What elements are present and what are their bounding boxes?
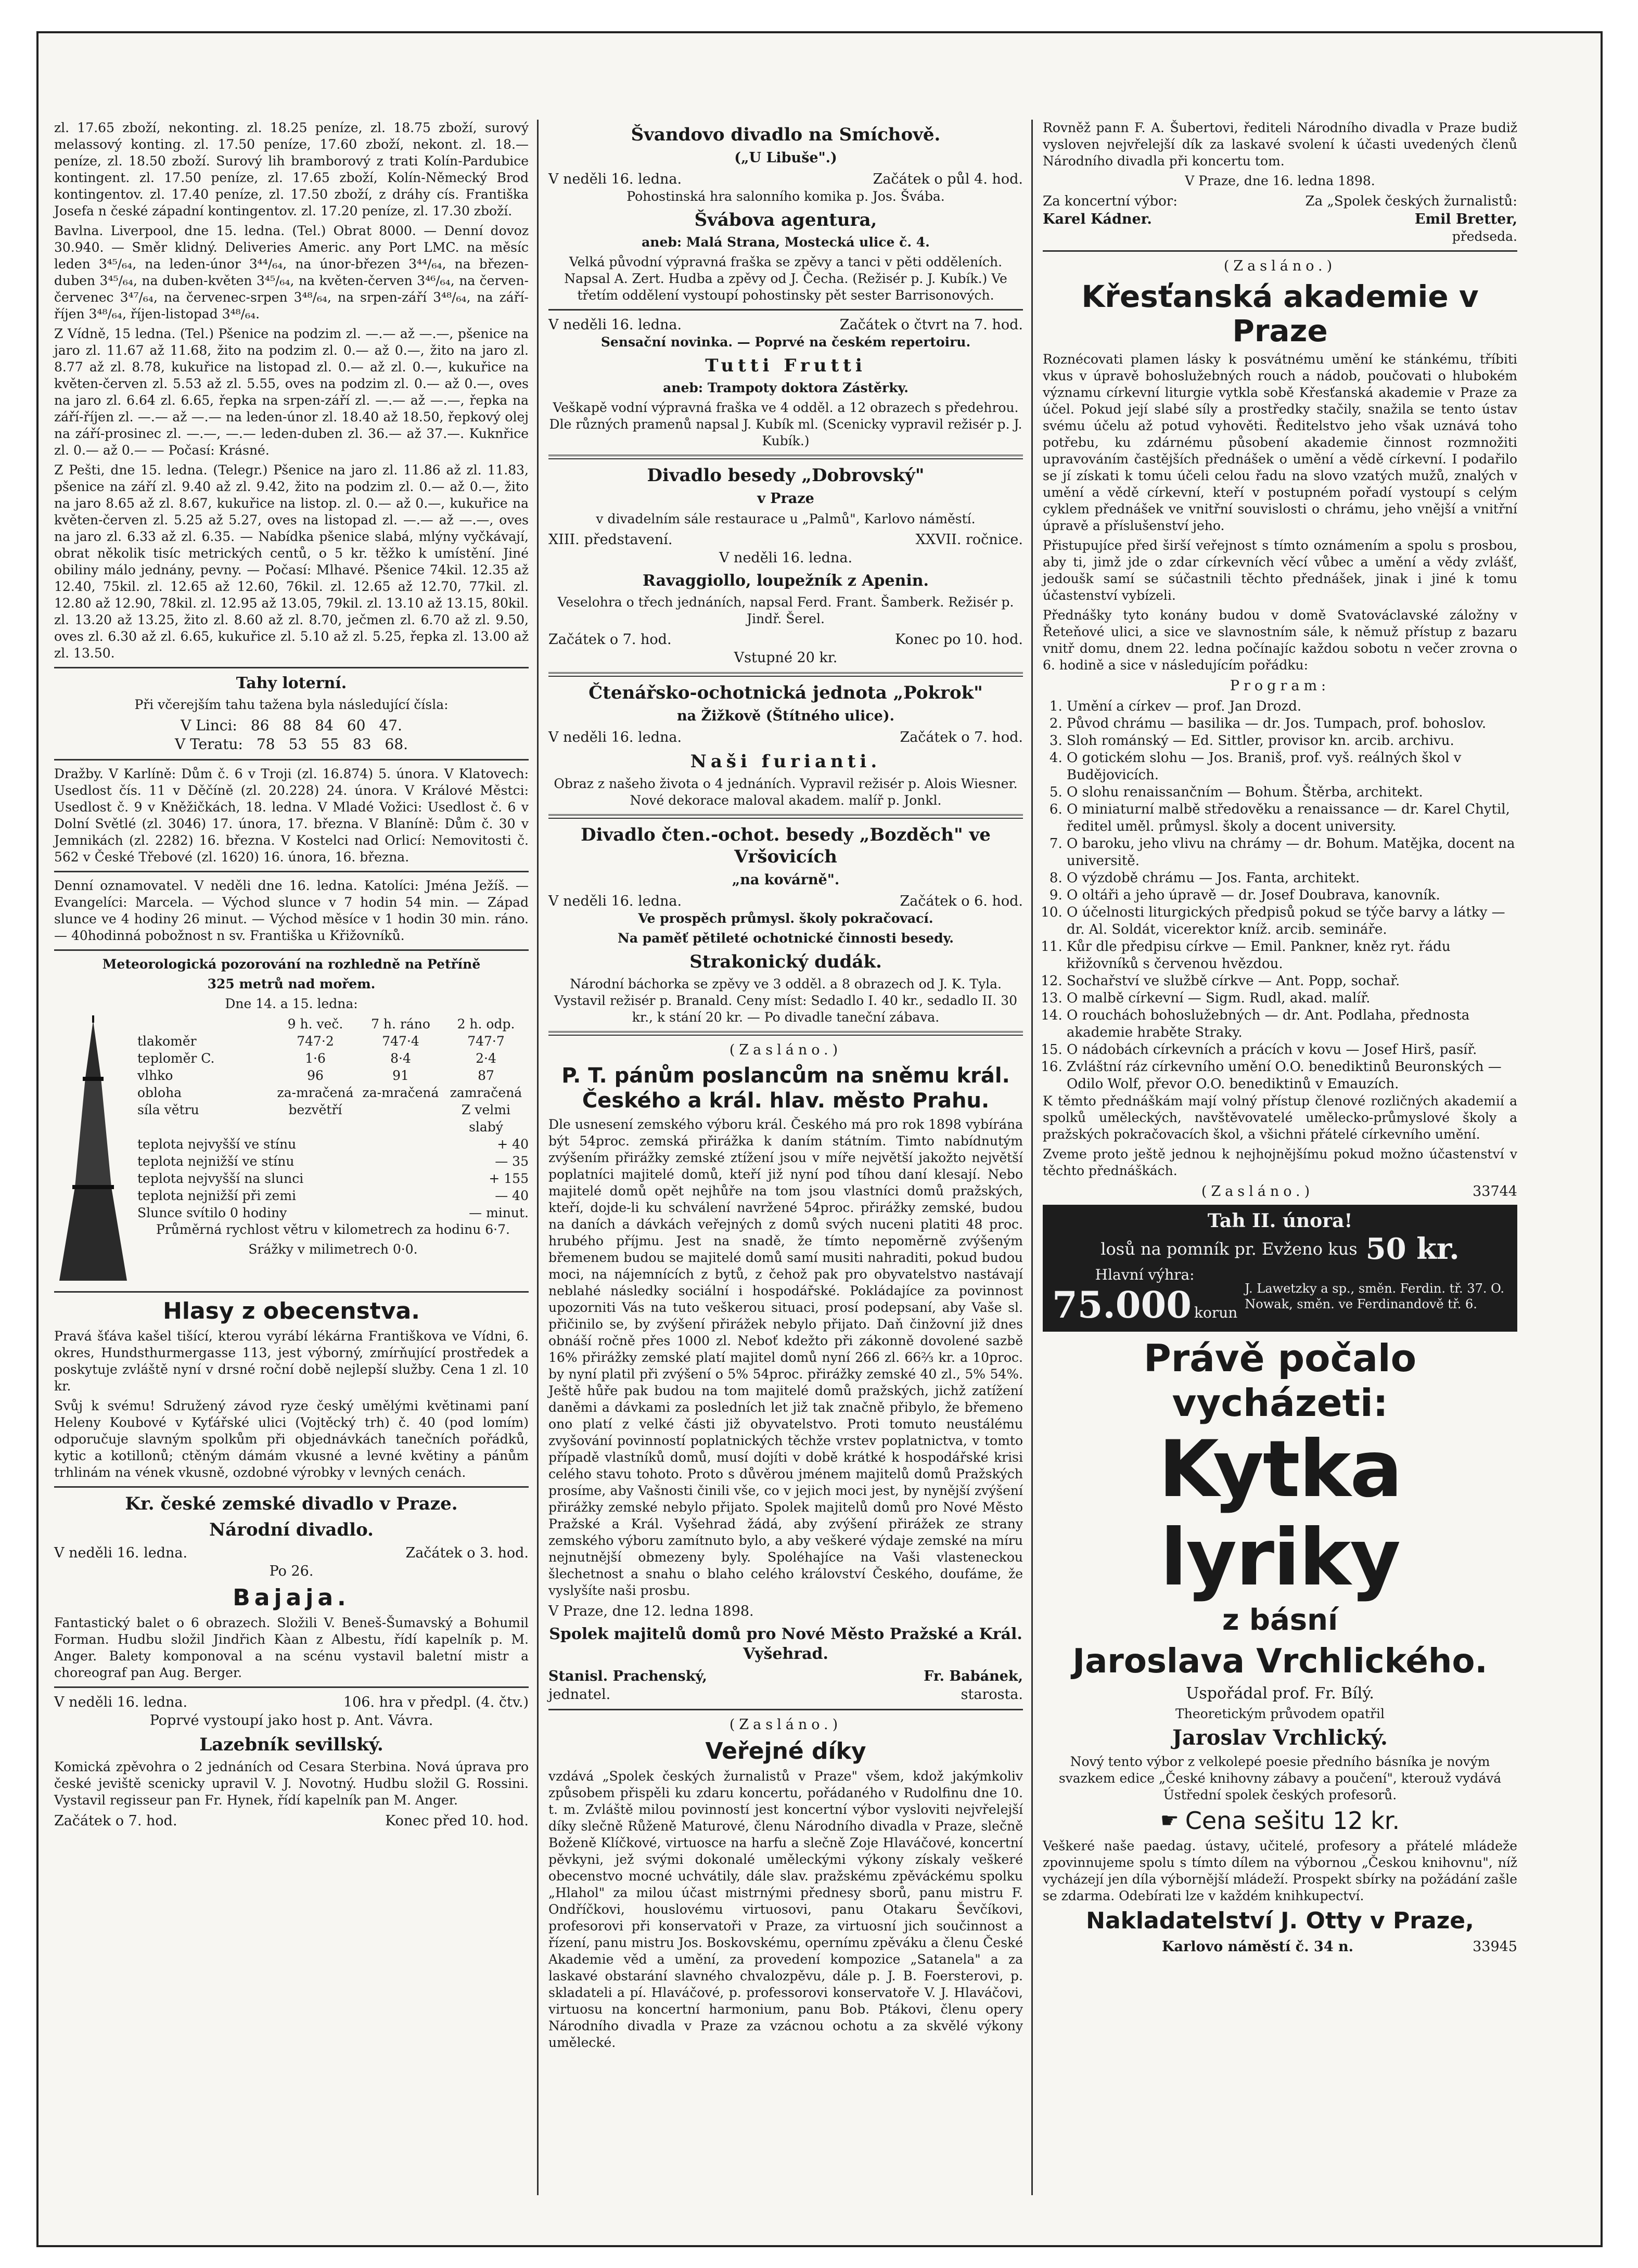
- article-title: P. T. pánům poslancům na sněmu král. Českého a král. hlav. město Prahu.: [561, 1064, 1010, 1113]
- weather-extra-row: [137, 1204, 529, 1221]
- weather-row: [137, 1067, 529, 1084]
- lottery-main-unit: korun: [1194, 1304, 1238, 1321]
- weather-value: 747·4: [382, 1034, 419, 1049]
- signature: Karel Kádner.: [1043, 211, 1152, 227]
- theatre-start: Začátek o půl 4. hod.: [873, 171, 1023, 187]
- program-item: 9. O oltáři a jeho úpravě — dr. Josef Doubrava, kanovník.: [1067, 887, 1517, 904]
- divider: [54, 871, 529, 872]
- divider: [548, 455, 1023, 459]
- theatre-title: Čtenářsko-ochotnická jednota „Pokrok": [588, 682, 983, 703]
- sent-in-label: (Zasláno.): [729, 1042, 842, 1058]
- theatre-start: Začátek o 7. hod.: [900, 729, 1023, 745]
- ad-number: 33945: [1473, 1939, 1517, 1955]
- theatre-date: V neděli 16. ledna.: [54, 1545, 188, 1561]
- weather-value: bezvětří: [288, 1102, 342, 1117]
- theatre-start: Začátek o čtvrt na 7. hod.: [839, 317, 1023, 333]
- signature-row: [1043, 210, 1517, 228]
- weather-value: za-mračená: [362, 1085, 439, 1100]
- divider: [1043, 250, 1517, 252]
- play-title: Tutti Frutti: [705, 355, 866, 376]
- theatre-date-row: [54, 1544, 529, 1562]
- lottery-main-label: Hlavní výhra:: [1095, 1266, 1195, 1283]
- article-place: V Praze, dne 12. ledna 1898.: [548, 1603, 754, 1619]
- book-ad-description: Nový tento výbor z velkolepé poesie předního básníka je novým svazkem edice „České knihovny zábavy a poučení", kterouž vydává Ústřední spolek českých profesorů.: [1058, 1754, 1502, 1802]
- lottery-city: V Linci:: [181, 717, 237, 734]
- weather-value: — 40: [495, 1188, 529, 1203]
- weather-extra-row: [137, 1170, 529, 1187]
- daily-notice: Denní oznamovatel. V neděli dne 16. ledna. Katolíci: Jména Ježíš. — Evangelíci: Marcela. — Východ slunce v 7 hodin 54 min. — Západ slunce ve 4 hodiny 26 minut. — Východ měsíce v 1 hodin 30 min. ráno. — 40hodinná pobožnost n sv. Františka u Křižovníků.: [54, 878, 529, 943]
- theatre-note: Poprvé vystoupí jako host p. Ant. Vávra.: [149, 1712, 433, 1729]
- weather-label: Slunce svítilo 0 hodiny: [137, 1205, 287, 1220]
- article-body: Zveme proto ještě jednou k nejhojnějšímu pokud možno účastenství v těchto přednáškách.: [1043, 1146, 1517, 1178]
- weather-value: + 40: [497, 1137, 529, 1152]
- lottery-main-value: 75.000: [1052, 1283, 1192, 1326]
- theatre-date-row: [54, 1693, 529, 1711]
- theatre-date-row: [548, 892, 1023, 910]
- lottery-number: 86: [250, 717, 270, 734]
- column-rule: [1031, 120, 1033, 2195]
- book-ad-title: Kytka lyriky: [1158, 1424, 1402, 1603]
- theatre-place: na Žižkově (Štítného ulice).: [676, 708, 895, 724]
- publisher-name: Nakladatelství J. Otty v Praze,: [1086, 1908, 1474, 1934]
- signature: Stanisl. Prachenský,: [548, 1668, 707, 1684]
- public-notice: Pravá šťáva kašel tišící, kterou vyrábí lékárna Františkova ve Vídni, 6. okres, Hundsthurmergasse 113, jest výborný, zmírňující prostředek a poskytuje zvláště nyní v drsné roční době nejlepší služby. Cena 1 zl. 10 kr.: [54, 1329, 529, 1394]
- publisher-row: [1043, 1938, 1517, 1956]
- theatre-note: Ve prospěch průmysl. školy pokračovací.: [638, 911, 933, 926]
- theatre-note: Sensační novinka. — Poprvé na českém repertoiru.: [600, 334, 971, 350]
- article-body: Přednášky tyto konány budou v domě Svatováclavské záložny v Řeteňové ulici, a sice ve slavnostním sále, k němuž přístup z bazaru vnitř domu, dnem 22. ledna počínajíc každou sobotu n večer zrovna o 6. hodině a sice v následujícím pořádku:: [1043, 608, 1517, 673]
- weather-block: [54, 1015, 529, 1286]
- theatre-time-row: [548, 630, 1023, 649]
- weather-subtitle: 325 metrů nad mořem.: [207, 976, 376, 991]
- lottery-ad-price: 50 kr.: [1365, 1232, 1460, 1266]
- committee-label: Za „Spolek českých žurnalistů:: [1305, 194, 1517, 209]
- weather-extra-row: [137, 1136, 529, 1153]
- book-ad-price: Cena sešitu 12 kr.: [1185, 1807, 1400, 1835]
- program-item: 1. Umění a církev — prof. Jan Drozd.: [1067, 698, 1517, 715]
- theatre-place: „na kovárně".: [732, 872, 840, 888]
- program-item: 11. Kůr dle předpisu církve — Emil. Pankner, kněz ryt. řádu křižovníků s červenou hvězdou.: [1067, 938, 1517, 973]
- lottery-ad: [1043, 1205, 1517, 1332]
- weather-value: 2·4: [476, 1051, 496, 1066]
- play-subtitle: aneb: Malá Strana, Mostecká ulice č. 4.: [642, 235, 930, 250]
- signature: Emil Bretter,: [1414, 211, 1517, 227]
- column-2: [541, 120, 1030, 2195]
- program-item: 10. O účelnosti liturgických předpisů pokud se týče barvy a látky — dr. Al. Soldát, vicerektor kníž. arcib. semináře.: [1067, 904, 1517, 938]
- divider: [54, 1486, 529, 1488]
- play-subtitle: aneb: Trampoty doktora Zástěrky.: [663, 380, 908, 395]
- petrin-tower-icon: [54, 1015, 132, 1286]
- weather-label: teplota nejvyšší na slunci: [137, 1171, 304, 1186]
- theatre-row: [548, 531, 1023, 549]
- market-reports: [54, 120, 529, 662]
- column-1: [47, 120, 536, 2195]
- weather-value: zamračená: [450, 1085, 522, 1100]
- weather-note: Srážky v milimetrech 0·0.: [248, 1242, 418, 1257]
- weather-row: [137, 1101, 529, 1136]
- lottery-title: Tahy loterní.: [236, 674, 347, 692]
- book-ad-subtitle: z básní: [1222, 1603, 1338, 1637]
- weather-dates: Dne 14. a 15. ledna:: [225, 996, 358, 1011]
- weather-row: [137, 1033, 529, 1050]
- weather-label: teplota nejnižší při zemi: [137, 1188, 297, 1203]
- program-item: 15. O nádobách církevních a prácích v kovu — Josef Hirš, pasíř.: [1067, 1041, 1517, 1059]
- market-paragraph: zl. 17.65 zboží, nekonting. zl. 18.25 peníze, zl. 18.75 zboží, surový melassový konting. zl. 17.50 peníze, 17.60 zboží, nekont. zl. 18.— peníze, zl. 18.50 zboží. Surový lih bramborový z trati Kolín-Pardubice kontingent. zl. 17.50 peníze, zl. 17.65 zboží, Kolín-Německý Brod kontingentov. zl. 17.40 peníze, zl. 17.50 zboží, z dráhy cís. Františka Josefa n české západní kontingentov. zl. 17.20 peníze, zl. 17.30 zboží.: [54, 120, 529, 218]
- weather-value: — minut.: [469, 1205, 529, 1220]
- committee-label: Za koncertní výbor:: [1043, 194, 1178, 209]
- signature-role: předseda.: [1452, 229, 1517, 244]
- play-description: Komická zpěvohra o 2 jednáních od Cesara Sterbina. Nová úprava pro české jeviště scenicky upravil V. J. Novotný. Hudbu složil G. Rossini. Vystavil regisseur pan Fr. Hynek, řídí kapelník pan M. Anger.: [54, 1759, 529, 1808]
- signature: Fr. Babánek,: [924, 1668, 1023, 1684]
- program-title: Program:: [1230, 678, 1330, 694]
- lottery-number: 68.: [385, 736, 408, 753]
- lottery-number: 55: [321, 736, 339, 753]
- program-item: 16. Zvláštní ráz církevního umění O.O. benediktinů Beuronských — Odilo Wolf, převor O.O. benediktinů v Emauzích.: [1067, 1059, 1517, 1093]
- theatre-date: V neděli 16. ledna.: [548, 729, 682, 745]
- theatre-start: Začátek o 7. hod.: [54, 1813, 177, 1829]
- article-org: Spolek majitelů domů pro Nové Město Pražské a Král. Vyšehrad.: [549, 1625, 1022, 1663]
- weather-report: [54, 956, 529, 1286]
- divider: [54, 759, 529, 761]
- weather-label: teplota nejnižší ve stínu: [137, 1154, 295, 1169]
- book-ad-author: Jaroslava Vrchlického.: [1072, 1642, 1488, 1681]
- play-title: Lazebník sevillský.: [199, 1734, 383, 1755]
- divider: [54, 667, 529, 668]
- program-item: 8. O výzdobě chrámu — Jos. Fanta, architekt.: [1067, 870, 1517, 887]
- weather-label: obloha: [137, 1085, 182, 1100]
- weather-row: [137, 1084, 529, 1101]
- theatre-date: V neděli 16. ledna.: [548, 893, 682, 909]
- lottery-number: 84: [315, 717, 334, 734]
- play-title: Naši furianti.: [690, 751, 881, 772]
- divider: [54, 1686, 529, 1688]
- weather-value: 96: [307, 1068, 324, 1083]
- play-title: Švábova agentura,: [694, 210, 877, 230]
- play-title: Strakonický dudák.: [689, 951, 882, 972]
- ad-number: 33744: [1473, 1183, 1517, 1200]
- theatre-date: V neděli 16. ledna.: [54, 1694, 188, 1710]
- play-description: Veškapě vodní výpravná fraška ve 4 odděl. a 12 obrazech s předehrou. Dle různých pramenů napsal J. Kubík ml. (Scenicky vypravil režisér p. J. Kubík.): [549, 400, 1022, 448]
- auctions: Dražby. V Karlíně: Dům č. 6 v Troji (zl. 16.874) 5. února. V Klatovech: Usedlost čís. 11 v Děčíně (zl. 20.228) 24. února. V Králové Městci: Usedlost č. 9 v Kněžičkách, 18. ledna. V Mladé Vožici: Usedlost č. 6 v Dolní Světlé (zl. 3046) 17. února, 17. března. V Blaníně: Dům č. 30 v Jemnikách (zl. 2282) 16. března. V Kostelci nad Orlicí: Nemovitosti č. 562 v České Třebové (zl. 1620) 16. února, 16. března.: [54, 766, 529, 865]
- play-description: Veselohra o třech jednáních, napsal Ferd. Frant. Šamberk. Režisér p. Jindř. Šerel.: [557, 595, 1014, 626]
- theatre-entry: Vstupné 20 kr.: [734, 650, 838, 666]
- lottery-number: 83: [352, 736, 372, 753]
- program-list: [1043, 698, 1517, 1093]
- theatre-note: 106. hra v předpl. (4. čtv.): [343, 1694, 529, 1710]
- book-ad-editor: Uspořádal prof. Fr. Bílý.: [1186, 1684, 1374, 1703]
- weather-value: 1·6: [305, 1051, 326, 1066]
- article-title: Veřejné díky: [705, 1738, 866, 1764]
- theatre-place: v divadelním sále restaurace u „Palmů", Karlovo náměstí.: [596, 511, 976, 526]
- program-item: 3. Sloh románský — Ed. Sittler, provisor kn. arcib. archivu.: [1067, 732, 1517, 750]
- article-title: Křesťanská akademie v Praze: [1081, 279, 1479, 349]
- program-item: 4. O gotickém slohu — Jos. Braniš, prof. vyš. reálných škol v Budějovicích.: [1067, 750, 1517, 784]
- weather-value: [358, 1101, 443, 1136]
- theatre-date: V neděli 16. ledna.: [548, 317, 682, 333]
- program-item: 6. O miniaturní malbě středověku a renaissance — dr. Karel Chytil, ředitel uměl. průmysl. školy a docent university.: [1067, 801, 1517, 835]
- book-ad: [1043, 1336, 1517, 1684]
- divider: [548, 1709, 1023, 1710]
- divider: [548, 672, 1023, 677]
- theatre-note: Pohostinská hra salonního komika p. Jos. Švába.: [626, 189, 945, 204]
- sent-in-label: (Zasláno.): [1201, 1183, 1314, 1200]
- lottery-ad-text: losů na pomník pr. Evženo kus: [1100, 1239, 1358, 1259]
- signature-role: jednatel.: [548, 1686, 611, 1703]
- play-description: Fantastický balet o 6 obrazech. Složili V. Beneš-Šumavský a Bohumil Forman. Hudbu složil Jindřich Kàan z Albestu, řídí kapelník p. M. Anger. Balety komponoval a na scénu vystavil baletní mistr a choreograf pan Aug. Berger.: [54, 1615, 529, 1680]
- weather-value: 747·2: [297, 1034, 334, 1049]
- theatre-date-row: [548, 170, 1023, 188]
- weather-header: 2 h. odp.: [457, 1016, 515, 1032]
- signature-row: [548, 1667, 1023, 1685]
- weather-table: [137, 1015, 529, 1286]
- program-item: 14. O rouchách bohoslužebných — dr. Ant. Podlaha, přednosta akademie hraběte Straky.: [1067, 1007, 1517, 1041]
- program-item: 13. O malbě církevní — Sigm. Rudl, akad. malíř.: [1067, 990, 1517, 1007]
- article-body: Dle usnesení zemského výboru král. Českého má pro rok 1898 vybírána být 54proc. zemská přirážka k daním státním. Timto nabídnutým zvýšením přirážky zemské ztížení jsou v míře největší jakožto největší poplatníci majitelé domů, kteří již nyní pod tíhou daní klesají. Nebo majitelé domů opět nejhůře na tom jsou vlastníci domů pražských, kteří, dojde-li ku schválení navržené 54proc. přirážky zemské, budou na daních a dávkách veřejných z domů svých nuceni platiti 48 proc. hrubého příjmu. Jest na snadě, že tímto nepoměrně zvýšeným břemenem budou se majitelé domů samí musiti nahraditi, pokud budou moci, na nájemnících z bytů, z čehož pak pro obyvatelstvo nastávají neblahé následky sociální i hospodářské. Pokládajíce za povinnost upozorniti Vás na tuto veškerou situaci, prosí podepsaní, aby Vaše sl. přičinilo se, by zvýšení přirážek nebylo přijato. Daň činžovní již dnes obnáší ročně přes 1000 zl. Neboť kdežto při zákonně dovolené sazbě 16% přirážky zemské platí majitel domů nyní 266 zl. 66⅔ kr. a 10proc. by nyní platil při zvýšení o 5% 54proc. přirážky zemské 40 zl., 5% 54%. Ještě hůře pak budou na tom majitelé domů pražských, jichž zatížení daněmi a dávkami za posledních let již tak značně přibylo, že břemeno ono platí z velké části již obyvatelstvo. Proti tomuto neustálému zvyšování povinností poplatnických těchže vrstev poplatnictva, v tomto případě vlastníků domů, musí dojíti v době krátké k hospodářské krisi celého stavu tohoto. Proto s důvěrou jménem majitelů domů Pražských prosíme, aby Vašnosti činili vše, co v jejich moci jest, by nynější zvýšení přirážky zemské nebylo přijato. Spolek majitelů domů pro Nové Město Pražské a Král. Vyšehrad žádá, aby zvýšení přirážek ze strany zemského výboru zamítnuto bylo, a aby veškeré výdaje zemské na míru nejnutnější obmezeny byly. Spoléhajíce na Vaši vlasteneckou šlechetnost a snahu o blaho celého království Českého, doufáme, že vyslyšíte naši prosbu.: [548, 1117, 1023, 1598]
- lottery-number: 60: [347, 717, 366, 734]
- weather-header: 7 h. ráno: [371, 1016, 430, 1032]
- theatre-start: Začátek o 6. hod.: [900, 893, 1023, 909]
- article-body: K těmto přednáškám mají volný přístup členové rozličných akademií a spolků uměleckých, navštěvovatelé umělecko-průmyslové školy a pražských pokračovacích škol, a všichni přátelé církevního umění.: [1043, 1093, 1517, 1142]
- lottery-row: [54, 735, 529, 754]
- lottery-sellers: J. Lawetzky a sp., směn. Ferdin. tř. 37. O. Nowak, směn. ve Ferdinandově tř. 6.: [1245, 1281, 1505, 1311]
- play-description: Národní báchorka se zpěvy ve 3 odděl. a 8 obrazech od J. K. Tyla. Vystavil režisér p. Branald. Ceny míst: Sedadlo I. 40 kr., sedadlo II. 30 kr., k stání 20 kr. — Po divadle taneční zábava.: [554, 976, 1018, 1025]
- signature-role-row: [548, 1685, 1023, 1704]
- article-body: Přistupujíce před širší veřejnost s tímto oznámením a spolu s prosbou, aby ti, jimž jde o zdar církevních věcí vůbec a umění a vědy zvlášť, jedoušk samí se súčastnili těchto přednášek, jinak i jiné k tomu účastenství vybízeli.: [1043, 538, 1517, 603]
- weather-value: za-mračená: [277, 1085, 354, 1100]
- weather-value: + 155: [489, 1171, 529, 1186]
- lottery-ad-title: Tah II. února!: [1207, 1210, 1353, 1232]
- sent-in-label: (Zasláno.): [1223, 258, 1337, 274]
- theatre-date-row: [548, 728, 1023, 746]
- theatre-start: Začátek o 3. hod.: [405, 1545, 529, 1561]
- column-3: [1035, 120, 1525, 2195]
- divider: [54, 1291, 529, 1293]
- lottery-number: 88: [283, 717, 302, 734]
- theatre-end: Konec před 10. hod.: [385, 1813, 529, 1829]
- program-item: 12. Sochařství ve službě církve — Ant. Popp, sochař.: [1067, 973, 1517, 990]
- play-description: Obraz z našeho života o 4 jednáních. Vypravil režisér p. Alois Wiesner. Nové dekorace maloval akadem. malíř p. Jonkl.: [554, 776, 1018, 808]
- theatre-date: V neděli 16. ledna.: [548, 171, 682, 187]
- theatre-date: V neděli 16. ledna.: [719, 550, 853, 566]
- weather-extra-row: [137, 1187, 529, 1204]
- book-ad-preface-author: Jaroslav Vrchlický.: [1172, 1725, 1388, 1750]
- committee-row: [1043, 192, 1517, 210]
- market-paragraph: Z Pešti, dne 15. ledna. (Telegr.) Pšenice na jaro zl. 11.86 až zl. 11.83, pšenice na září zl. 9.40 až zl. 9.42, žito na podzim zl. 0.— až 0.—, žito na jaro 8.65 až zl. 8.67, kukuřice na listop. zl. 0.— až 0.—, kukuřice na květen-červen zl. 5.25 až 5.27, oves na listopad zl. —.— až —.—, oves na jaro zl. 6.33 až zl. 6.35. — Nabídka pšenice slabá, mlýny vyčkávají, obrat několik tisíc metrických centů, o 5 kr. těžko k umístění. Jiné obiliny málo jednány, pevny. — Počasí: Mlhavé. Pšenice 74kil. 12.35 až 12.40, 75kil. zl. 12.65 až 12.60, 76kil. zl. 12.65 až 12.70, 77kil. zl. 12.80 až 12.90, 78kil. zl. 12.95 až 13.05, 79kil. zl. 13.10 až 13.15, 80kil. zl. 13.20 až 13.25, žito zl. 8.60 až zl. 8.70, ječmen zl. 6.70 až zl. 9.50, oves zl. 6.30 až zl. 6.65, kukuřice zl. 5.10 až zl. 5.25, řepka zl. 13.00 až zl. 13.50.: [54, 462, 529, 661]
- divider: [548, 814, 1023, 819]
- theatre-title: Divadlo čten.-ochot. besedy „Bozděch" ve Vršovicích: [581, 824, 991, 867]
- lottery-intro: Při včerejším tahu tažena byla následující čísla:: [134, 697, 449, 712]
- theatre-start: Začátek o 7. hod.: [548, 632, 672, 648]
- theatre-end: Konec po 10. hod.: [895, 632, 1023, 648]
- weather-value: 91: [392, 1068, 409, 1083]
- program-item: 2. Původ chrámu — basilika — dr. Jos. Tumpach, prof. bohoslov.: [1067, 715, 1517, 732]
- weather-value: — 35: [495, 1154, 529, 1169]
- theatre-time-row: [54, 1812, 529, 1830]
- theatre-subtitle: Národní divadlo.: [209, 1519, 374, 1540]
- section-title: Hlasy z obecenstva.: [163, 1298, 420, 1324]
- theatre-note: Po 26.: [269, 1563, 314, 1579]
- weather-extra-row: [137, 1153, 529, 1170]
- market-paragraph: Z Vídně, 15 ledna. (Tel.) Pšenice na podzim zl. —.— až —.—, pšenice na jaro zl. 11.67 až 11.68, žito na podzim zl. 0.— až 0.—, žito na jaro zl. 8.77 až zl. 8.78, kukuřice na listopad zl. 0.— až zl. 0.—, kukuřice na květen-červen zl. 5.53 až zl. 5.55, oves na podzim zl. 0.— až 0.—, oves na jaro zl. 6.64 zl. 6.65, řepka na srpen-září zl. —.— až —.—, řepka na září-říjen zl. —.— až —.— na leden-únor zl. 18.40 až 18.50, řepkový olej na září-prosinec zl. —.—, —.— leden-duben zl. 36.— až 37.—. Kuknřice zl. 0.— až 0.— — Počasí: Krásné.: [54, 326, 529, 458]
- program-item: 5. O slohu renaissančním — Bohum. Štěrba, architekt.: [1067, 784, 1517, 801]
- play-title: Bajaja.: [233, 1584, 350, 1611]
- theatre-note: Na paměť pětileté ochotnické činnosti besedy.: [618, 931, 954, 946]
- theatre-title: Kr. české zemské divadlo v Praze.: [125, 1493, 458, 1514]
- weather-label: teplota nejvyšší ve stínu: [137, 1137, 297, 1152]
- divider: [54, 949, 529, 951]
- lottery-number: 47.: [379, 717, 402, 734]
- weather-value: 87: [478, 1068, 494, 1083]
- book-ad-note: Veškeré naše paedag. ústavy, učitelé, profesory a přátelé mládeže zpovinnujeme spolu s tímto dílem na výbornou „Českou knihovnu", níž vycházejí jen díla výbornější mládeží. Prospekt sbírky na požádání zašle se zdarma. Odebírati lze v každém knihkupectví.: [1043, 1838, 1517, 1903]
- article-date: V Praze, dne 16. ledna 1898.: [1185, 173, 1375, 188]
- signature-role: starosta.: [961, 1686, 1023, 1703]
- sent-in-row: [1043, 1182, 1517, 1201]
- lottery-city: V Teratu:: [174, 736, 243, 753]
- theatre-title: Švandovo divadlo na Smíchově.: [631, 124, 941, 145]
- theatre-date-row: [548, 316, 1023, 334]
- divider: [548, 1031, 1023, 1036]
- divider: [548, 309, 1023, 311]
- public-notice: Svůj k svému! Sdružený závod ryze český umělými květinami paní Heleny Koubové v Kyťářské ulici (Vojtěcký trh) č. 40 (pod lomím) odporučuje slavným spolkům při objednávkách tanečních pořádků, kytic a kotillonů; ctěným dámám vkusné a levné květiny a pánům trhlinám na vének vkusně, ozdobné výrobky v levných cenách.: [54, 1398, 529, 1480]
- weather-label: teploměr C.: [137, 1051, 215, 1066]
- weather-label: tlakoměr: [137, 1034, 197, 1049]
- play-title: Ravaggiollo, loupežník z Apenin.: [642, 572, 929, 590]
- program-item: 7. O baroku, jeho vlivu na chrámy — dr. Bohum. Matějka, docent na universitě.: [1067, 835, 1517, 870]
- lottery-row: [54, 716, 529, 735]
- publisher-address: Karlovo náměstí č. 34 n.: [1162, 1939, 1354, 1955]
- lottery-number: 78: [256, 736, 275, 753]
- weather-header: 9 h. več.: [287, 1016, 343, 1032]
- theatre-perf: XIII. představení.: [548, 532, 673, 548]
- weather-note: Průměrná rychlost větru v kilometrech za hodinu 6·7.: [156, 1222, 510, 1237]
- article-body: vzdává „Spolek českých žurnalistů v Praze" všem, kdož jakýmkoliv způsobem přispěli ku zdaru koncertu, pořádaného v Rudolfinu dne 10. t. m. Zvláště milou povinností jest koncertní výbor vysloviti nejvřelejší díky slečně Růženě Maturové, členu Národního divadla v Praze, slečně Boženě Klíčkové, virtuosce na harfu a slečně Zoje Hlaváčové, koncertní pěvkyni, jež svými dokonalé uměleckými výkony získaly veškeré obecenstvo mocné uchvátily, dále slav. pražskému zpěváckému spolku „Hlahol" za milou účast mistrnými přednesy sborů, panu mistru F. Ondříčkovi, houslovému virtuosovi, panu Otakaru Ševčíkovi, profesorovi při konservatoři v Praze, za virtuosní jich součinnost a řízení, panu mistru Jos. Boskovskému, opernímu zpěváku a členu České Akademie věd a umění, za provedení kompozice „Satanela" a za laskavé obstarání slavného chvalozpěvu, dále p. J. B. Foersterovi, p. skladateli a pí. Hlaváčové, p. professorovi konservatoře V. J. Hlaváčovi, virtuosu na koncertní harmonium, panu Bob. Ptákovi, členu opery Národního divadla v Praze za vzácnou ochotu a za skvělé výkony umělecké.: [548, 1769, 1023, 2050]
- pointing-hand-icon: ☛: [1160, 1809, 1179, 1833]
- article-body: Rovněž pann F. A. Šubertovi, řediteli Národního divadla v Praze budiž vysloven nejvřelejší dík za laskavé svolení k účasti uvedených členů Národního divadla při koncertu tom.: [1043, 120, 1517, 169]
- weather-row: [137, 1050, 529, 1067]
- sent-in-label: (Zasláno.): [729, 1717, 842, 1733]
- weather-label: síla větru: [137, 1102, 199, 1117]
- weather-value: Z velmi slabý: [462, 1102, 510, 1135]
- theatre-year: XXVII. ročnice.: [915, 532, 1023, 548]
- weather-value: 8·4: [390, 1051, 411, 1066]
- play-description: Velká původní výpravná fraška se zpěvy a tanci v pěti odděleních. Napsal A. Zert. Hudba a zpěvy od J. Čecha. (Režisér p. J. Kubík.) Ve třetím oddělení vystoupí pohostinsky pět sester Barrisonových.: [564, 254, 1007, 303]
- theatre-subtitle: („U Libuše".): [734, 150, 837, 166]
- weather-value: 747·7: [467, 1034, 505, 1049]
- book-ad-preface: Theoretickým průvodem opatřil: [1175, 1706, 1385, 1721]
- weather-header-row: [137, 1015, 529, 1033]
- book-ad-headline: Právě počalo vycházeti:: [1143, 1336, 1417, 1425]
- article-body: Roznécovati plamen lásky k posvátnému umění ke stánkému, tříbiti vkus v úpravě bohoslužebných rouch a nádob, poučovati o hlubokém významu církevní liturgie vytkla sobě Křesťanská akademie v Praze za účel. Pokud její slabé síly a prostředky stačily, snažila se tento ústav svému účelu až potud vyhověti. Ředitelstvo jeho však uznává toho potřebu, ku zdárnému působení akademie činnost rozmnožiti upravováním častějších přednášek o umění a vědě církevní. I podařilo se jí získati k tomu účeli celou řadu na slovo vzatých mužů, znalých v umění a vědě církevní, kteří v postupném pořadí vystoupí s celým cyklem přednášek ve vnitřní souvislosti o chrámu, jeho vnější a vnitřní úpravě a příslušenství jeho.: [1043, 352, 1517, 533]
- weather-title: Meteorologická pozorování na rozhledně na Petříně: [102, 957, 481, 972]
- lottery-number: 53: [288, 736, 308, 753]
- weather-label: vlhko: [137, 1068, 173, 1083]
- theatre-title: Divadlo besedy „Dobrovský": [647, 465, 925, 486]
- market-paragraph: Bavlna. Liverpool, dne 15. ledna. (Tel.) Obrat 8000. — Denní dovoz 30.940. — Směr klidný. Deliveries Americ. any Port LMC. na měsíc leden 3⁴⁵/₆₄, na leden-únor 3⁴⁴/₆₄, na únor-březen 3⁴⁴/₆₄, na březen-duben 3⁴⁵/₆₄, na duben-květen 3⁴⁵/₆₄, na květen-červen 3⁴⁶/₆₄, na červen-červenec 3⁴⁷/₆₄, na červenec-srpen 3⁴⁸/₆₄, na srpen-září 3⁴⁸/₆₄, na září-říjen 3⁴⁸/₆₄, říjen-listopad 3⁴⁸/₆₄.: [54, 223, 529, 321]
- theatre-city: v Praze: [757, 491, 814, 507]
- column-rule: [537, 120, 539, 2195]
